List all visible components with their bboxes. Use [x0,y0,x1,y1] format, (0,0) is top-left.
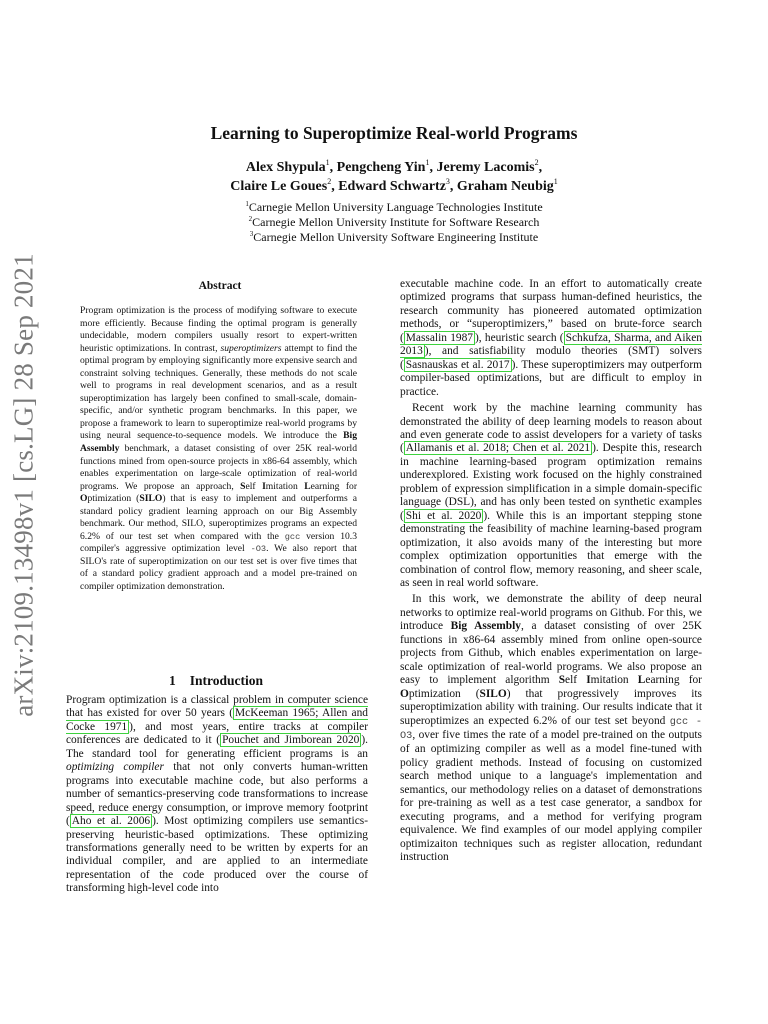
section-title: Introduction [189,673,264,688]
abstract-text: Program optimization is the process of modifying software to execute more efficiently. Because finding the optimal program is generally undecidable, modern compilers usually resort to expert-written heuristic optimizations. In contrast, superoptimizers attempt to find the optimal program by employing significantly more expensive search and constraint solving techniques. Generally, these methods do not scale well to programs in real development scenarios, and as a result superoptimization has largely been confined to small-scale, domain-specific, and/or synthetic program benchmarks. In this paper, we propose a framework to learn to superoptimize real-world programs by using neural sequence-to-sequence models. We introduce the Big Assembly benchmark, a dataset consisting of over 25K real-world functions mined from open-source projects in x86-64 assembly, which enables experimentation on large-scale optimization of real-world programs. We propose an approach, Self Imitation Learning for Optimization (SILO) that is easy to implement and outperforms a standard policy gradient learning approach on our Big Assembly benchmark. Our method, SILO, superoptimizes programs an expected 6.2% of our test set when compared with the gcc version 10.3 compiler's aggressive optimization level -O3. We also report that SILO's rate of superoptimization on our test set is over five times that of a standard policy gradient approach and a model pre-trained on compiler optimization demonstration. [80,305,358,593]
paper-title: Learning to Superoptimize Real-world Programs [210,123,578,143]
author-name: Jeremy Lacomis [436,160,535,175]
citation-link[interactable]: Schkufza, Sharma, and Aiken 2013 [400,331,702,358]
citation-link[interactable]: McKeeman 1965; Allen and Cocke 1971 [66,707,369,733]
intro-paragraph: Program optimization is a classical problem in computer science that has existed for over 50 years ( McKeeman 1965; Allen and Cocke 1971 ), and most years, entire tracks at compiler conferences are dedicated to it ( Pouchet and Jimborean 2020 ). The standard tool for generating efficient programs is an optimizing compiler that not only converts human-written programs into executable machine code, but also performs a number of semantics-preserving code transformations to increase speed, reduce energy consumption, or improve memory footprint ( Aho et al. 2006 ). Most optimizing compilers use semantics-preserving heuristic-based optimizations. These optimizing transformations generally need to be written by experts for an individual compiler, and are applied to an intermediate representation of the code produced over the course of transforming high-level code into [66,694,369,895]
author-name: Graham Neubig [456,179,554,194]
affiliation: $^1$Carnegie Mellon University Language Technologies Institute [245,200,543,214]
author-line-2: Claire Le Goues$^2$, Edward Schwartz$^3$, Graham Neubig$^1$ [230,177,558,194]
affiliation: $^2$Carnegie Mellon University Institute for Software Research [248,215,540,229]
author-list [80,158,708,196]
body-paragraph: Recent work by the machine learning community has demonstrated the ability of deep learning models to reason about and even generate code to assist developers for a variety of tasks ( Allamanis et al. 2018; Chen et al. 2021 ). Despite this, research in machine learning-based program optimization remains underexplored. Existing work focused on the highly constrained problem of expression simplification in a simple domain-specific language (DSL), and has only been tested on synthetic examples ( Shi et al. 2020 ). While this is an important stepping stone demonstrating the feasibility of machine learning-based program optimization, it also avoids many of the interesting but more complex optimization opportunities that emerge with the combination of control flow, memory reasoning, and sheer scale, as seen in real world software. [400,402,702,589]
right-column [400,278,702,864]
affiliation-list [80,200,708,245]
citation-link[interactable]: Sasnauskas et al. 2017 [405,358,510,371]
inline-code: gcc -O3 [400,715,702,742]
citation-link[interactable]: Pouchet and Jimborean 2020 [222,734,360,747]
citation-link[interactable]: Massalin 1987 [405,331,473,344]
citation-link[interactable]: Shi et al. 2020 [405,509,482,522]
citation-link[interactable]: Aho et al. 2006 [71,815,151,828]
affiliation: $^3$Carnegie Mellon University Software Engineering Institute [249,230,539,244]
author-name: Alex Shypula [245,160,326,175]
author-affil-mark: 2 [534,158,539,167]
body-paragraph: In this work, we demonstrate the ability of deep neural networks to optimize real-world programs on Github. For this, we introduce Big Assembly, a dataset consisting of over 25K functions in x86-64 assembly mined from online open-source projects from Github, which enables experimentation on large-scale optimization of real-world programs. We also propose an easy to implement algorithm Self Imitation Learning for Optimization (SILO) that progressively improves its superoptimization ability with training. Our results indicate that it superoptimizes an expected 6.2% of our test set beyond gcc -O3, over five times the rate of a model pre-trained on the outputs of an optimizing compiler as well as a model fine-tuned with policy gradient methods. Instead of focusing on customized search method unique to a language's implementation and semantics, our methodology relies on a dataset of demonstrations for pre-training as well as a test case generator, a sandbox for executing programs, and a method for verifying program equivalence. We find examples of our model applying compiler optimizaiton techniques such as register allocation, redundant instruction [400,593,702,864]
abstract-heading: Abstract [198,280,242,292]
citation-link[interactable]: Allamanis et al. 2018; Chen et al. 2021 [405,442,591,455]
inline-code: gcc [284,531,301,542]
author-line-1: Alex Shypula$^1$, Pengcheng Yin$^1$, Jeremy Lacomis$^2$, [245,158,543,175]
author-name: Pengcheng Yin [336,160,426,175]
author-affil-mark: 1 [553,177,558,186]
author-name: Claire Le Goues [230,179,328,194]
author-affil-mark: 3 [445,177,450,186]
arxiv-sidebar [2,253,46,717]
section-number: 1 [168,673,176,688]
section-heading-introduction [66,673,366,689]
body-paragraph: executable machine code. In an effort to automatically create optimized programs that surpass human-defined heuristics, the research community has pioneered automated optimization methods, or “superoptimizers,” based on brute-force search ( Massalin 1987 ), heuristic search ( Schkufza, Sharma, and Aiken 2013 ), and satisfiability modulo theories (SMT) solvers ( Sasnauskas et al. 2017 ). These superoptimizers may outperform compiler-based optimizations, but are difficult to employ in practice. [400,278,702,398]
author-affil-mark: 1 [425,158,430,167]
arxiv-identifier: arXiv:2109.13498v1 [cs.LG] 28 Sep 2021 [8,253,39,717]
author-affil-mark: 1 [325,158,330,167]
author-affil-mark: 2 [327,177,332,186]
inline-code: -O3 [250,544,267,555]
author-name: Edward Schwartz [338,179,446,194]
